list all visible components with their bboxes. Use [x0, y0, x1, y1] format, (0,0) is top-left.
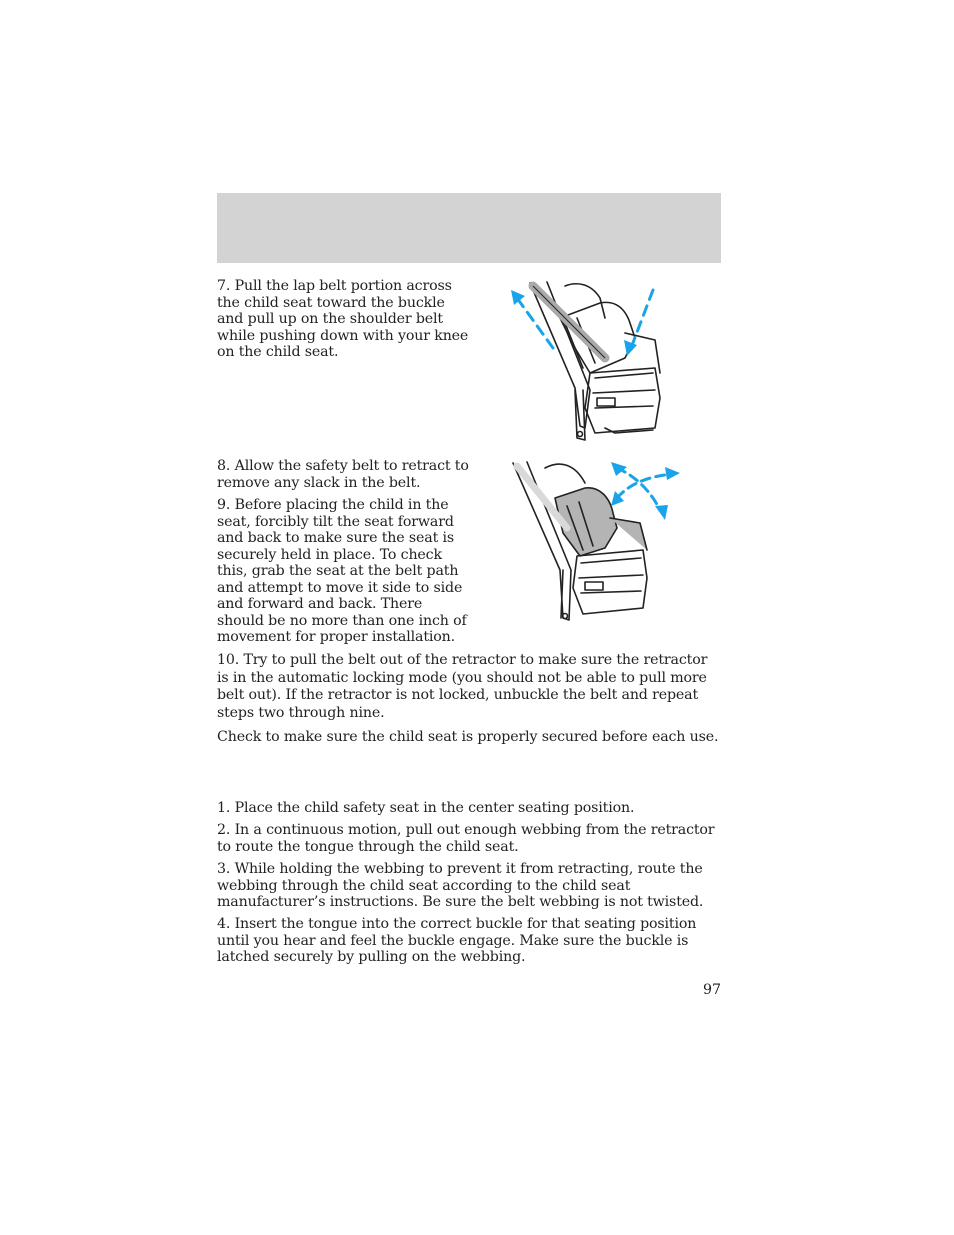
section-header-band: [217, 193, 721, 263]
step-10-text: 10. Try to pull the belt out of the retractor to make sure the retractor is in the automatic locking mode (you should not be able to pull more belt out). If the retractor is not locked, unbuckle the belt and repeat steps two through nine.: [217, 652, 708, 721]
check-note-text: Check to make sure the child seat is properly secured before each use.: [217, 729, 719, 745]
center-step-2-text: 2. In a continuous motion, pull out enough webbing from the retractor to route the tongue through the child seat.: [217, 822, 715, 855]
step-8-text: 8. Allow the safety belt to retract to remove any slack in the belt.: [217, 458, 469, 491]
page-number: 97: [702, 982, 721, 998]
center-step-1-text: 1. Place the child safety seat in the center seating position.: [217, 800, 635, 816]
child-seat-belt-tighten-illustration: [505, 278, 665, 446]
step-9-text: 9. Before placing the child in the seat, forcibly tilt the seat forward and back to make sure the seat is securely held in place. To check this, grab the seat at the belt path and attempt to move it side to side and forward and back. There should be no more than one inch of movement for proper installation.: [217, 497, 467, 645]
center-step-4-text: 4. Insert the tongue into the correct buckle for that seating position until you hear and feel the buckle engage. Make sure the buckle is latched securely by pulling on the webbing.: [217, 916, 697, 965]
child-seat-tilt-check-illustration: [505, 458, 680, 626]
center-step-3-text: 3. While holding the webbing to prevent it from retracting, route the webbing through the child seat according to the child seat manufacturer’s instructions. Be sure the belt webbing is not twisted.: [217, 861, 704, 910]
step-7-text: 7. Pull the lap belt portion across the child seat toward the buckle and pull up on the shoulder belt while pushing down with your knee on the child seat.: [217, 278, 469, 360]
